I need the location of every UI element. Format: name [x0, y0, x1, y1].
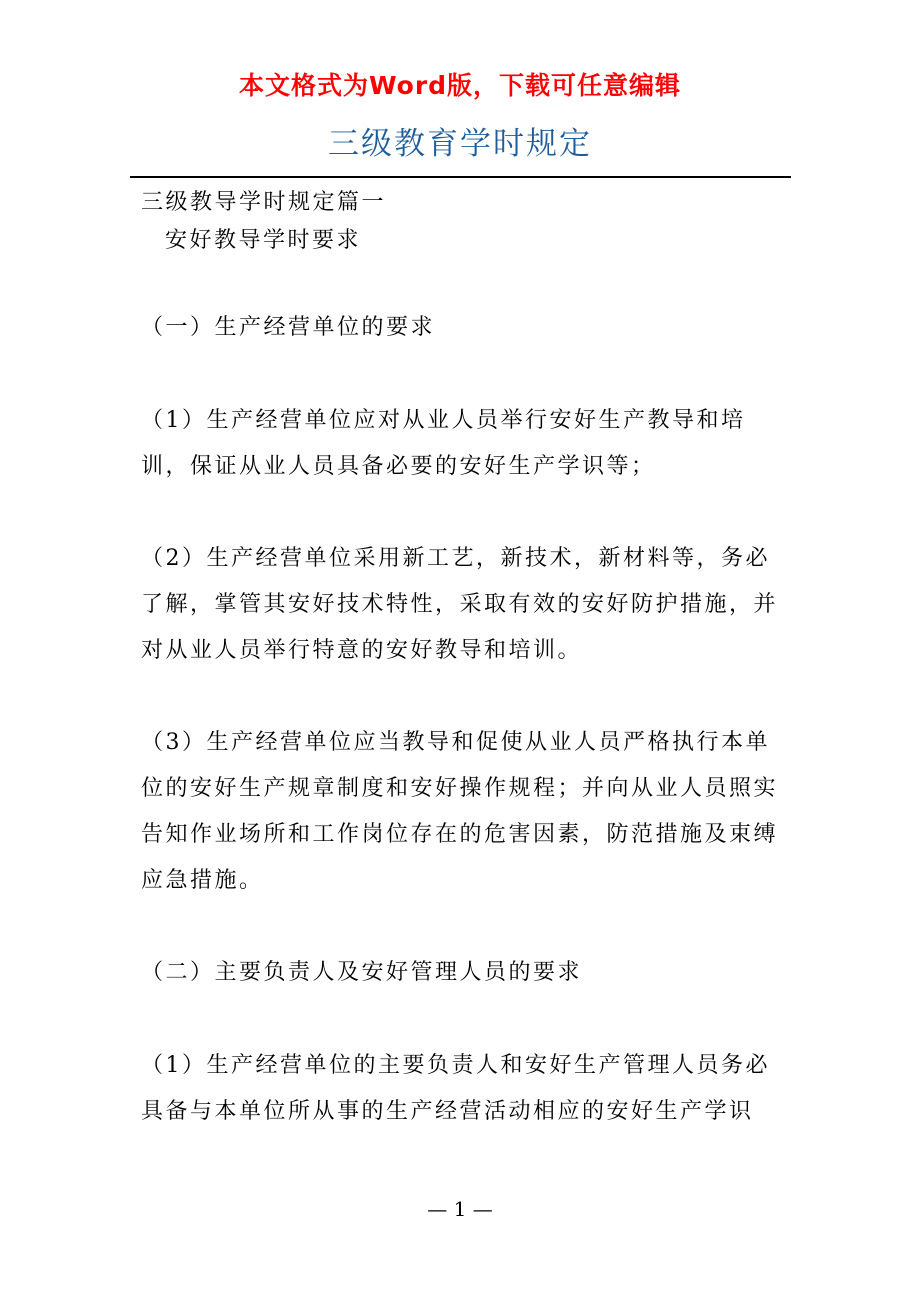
paragraph-2: （2）生产经营单位采用新工艺，新技术，新材料等，务必了解，掌管其安好技术特性，采取有效的安好防护措施，并对从业人员举行特意的安好教导和培训。 [141, 546, 779, 663]
article-subheading: 安好教导学时要求 [165, 228, 362, 253]
paragraph-1: （1）生产经营单位应对从业人员举行安好生产教导和培训，保证从业人员具备必要的安好生产学识等； [141, 408, 746, 479]
paragraph-4: （1）生产经营单位的主要负责人和安好生产管理人员务必具备与本单位所从事的生产经营活动相应的安好生产学识 [141, 1053, 770, 1124]
editable-word-banner: 本文格式为Word版，下载可任意编辑 [238, 71, 682, 100]
document-title: 三级教育学时规定 [328, 126, 592, 162]
page-number: — 1 — [427, 1197, 493, 1221]
section-title-1: （一）生产经营单位的要求 [141, 315, 436, 340]
article-heading: 三级教导学时规定篇一 [141, 190, 387, 215]
title-divider [130, 176, 791, 178]
document-body [141, 184, 786, 1135]
section-title-2: （二）主要负责人及安好管理人员的要求 [141, 960, 583, 985]
paragraph-3: （3）生产经营单位应当教导和促使从业人员严格执行本单位的安好生产规章制度和安好操作规程；并向从业人员照实告知作业场所和工作岗位存在的危害因素，防范措施及束缚应急措施。 [141, 730, 779, 893]
